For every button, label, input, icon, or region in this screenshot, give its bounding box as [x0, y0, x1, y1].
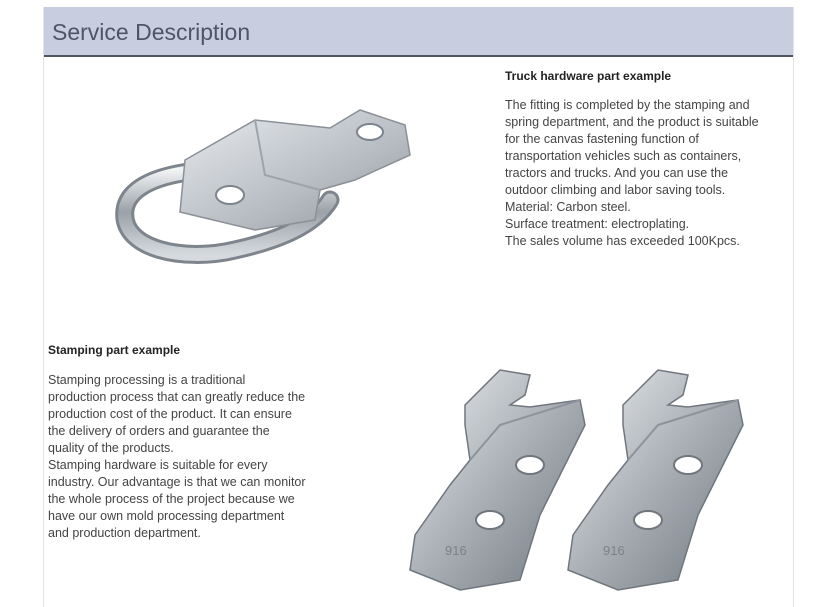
text-line: transportation vehicles such as containers,: [505, 149, 742, 163]
text-line: and production department.: [48, 526, 201, 540]
text-line: Stamping processing is a traditional: [48, 373, 246, 387]
text-line: The fitting is completed by the stamping and: [505, 98, 750, 112]
text-line: industry. Our advantage is that we can monitor: [48, 475, 306, 489]
stamped-brackets-image: [390, 365, 750, 595]
text-line: for the canvas fastening function of: [505, 132, 699, 146]
part-marking-right: 916: [603, 543, 625, 558]
text-line: Stamping hardware is suitable for every: [48, 458, 268, 472]
text-line: outdoor climbing and labor saving tools.: [505, 183, 726, 197]
text-line: the whole process of the project because we: [48, 492, 295, 506]
bracket-right: [568, 370, 743, 590]
sales-volume-line: The sales volume has exceeded 100Kpcs.: [505, 234, 740, 248]
truck-hardware-description: [505, 97, 795, 250]
d-ring-hardware-image: [115, 100, 415, 270]
text-line: spring department, and the product is suitable: [505, 115, 759, 129]
section-header: [44, 7, 793, 57]
text-line: the delivery of orders and guarantee the: [48, 424, 270, 438]
part-marking-left: 916: [445, 543, 467, 558]
panel-border-left: [43, 7, 44, 607]
text-line: tractors and trucks. And you can use the: [505, 166, 729, 180]
material-line: Material: Carbon steel.: [505, 200, 631, 214]
text-line: production process that can greatly reduce the: [48, 390, 306, 404]
surface-treatment-line: Surface treatment: electroplating.: [505, 217, 690, 231]
stamping-part-title: Stamping part example: [48, 343, 181, 357]
stamping-part-description: [48, 372, 348, 542]
text-line: quality of the products.: [48, 441, 174, 455]
truck-hardware-title: Truck hardware part example: [505, 69, 672, 83]
bracket-left: [410, 370, 585, 590]
section-title: Service Description: [52, 19, 251, 45]
text-line: have our own mold processing department: [48, 509, 285, 523]
text-line: production cost of the product. It can ensure: [48, 407, 292, 421]
